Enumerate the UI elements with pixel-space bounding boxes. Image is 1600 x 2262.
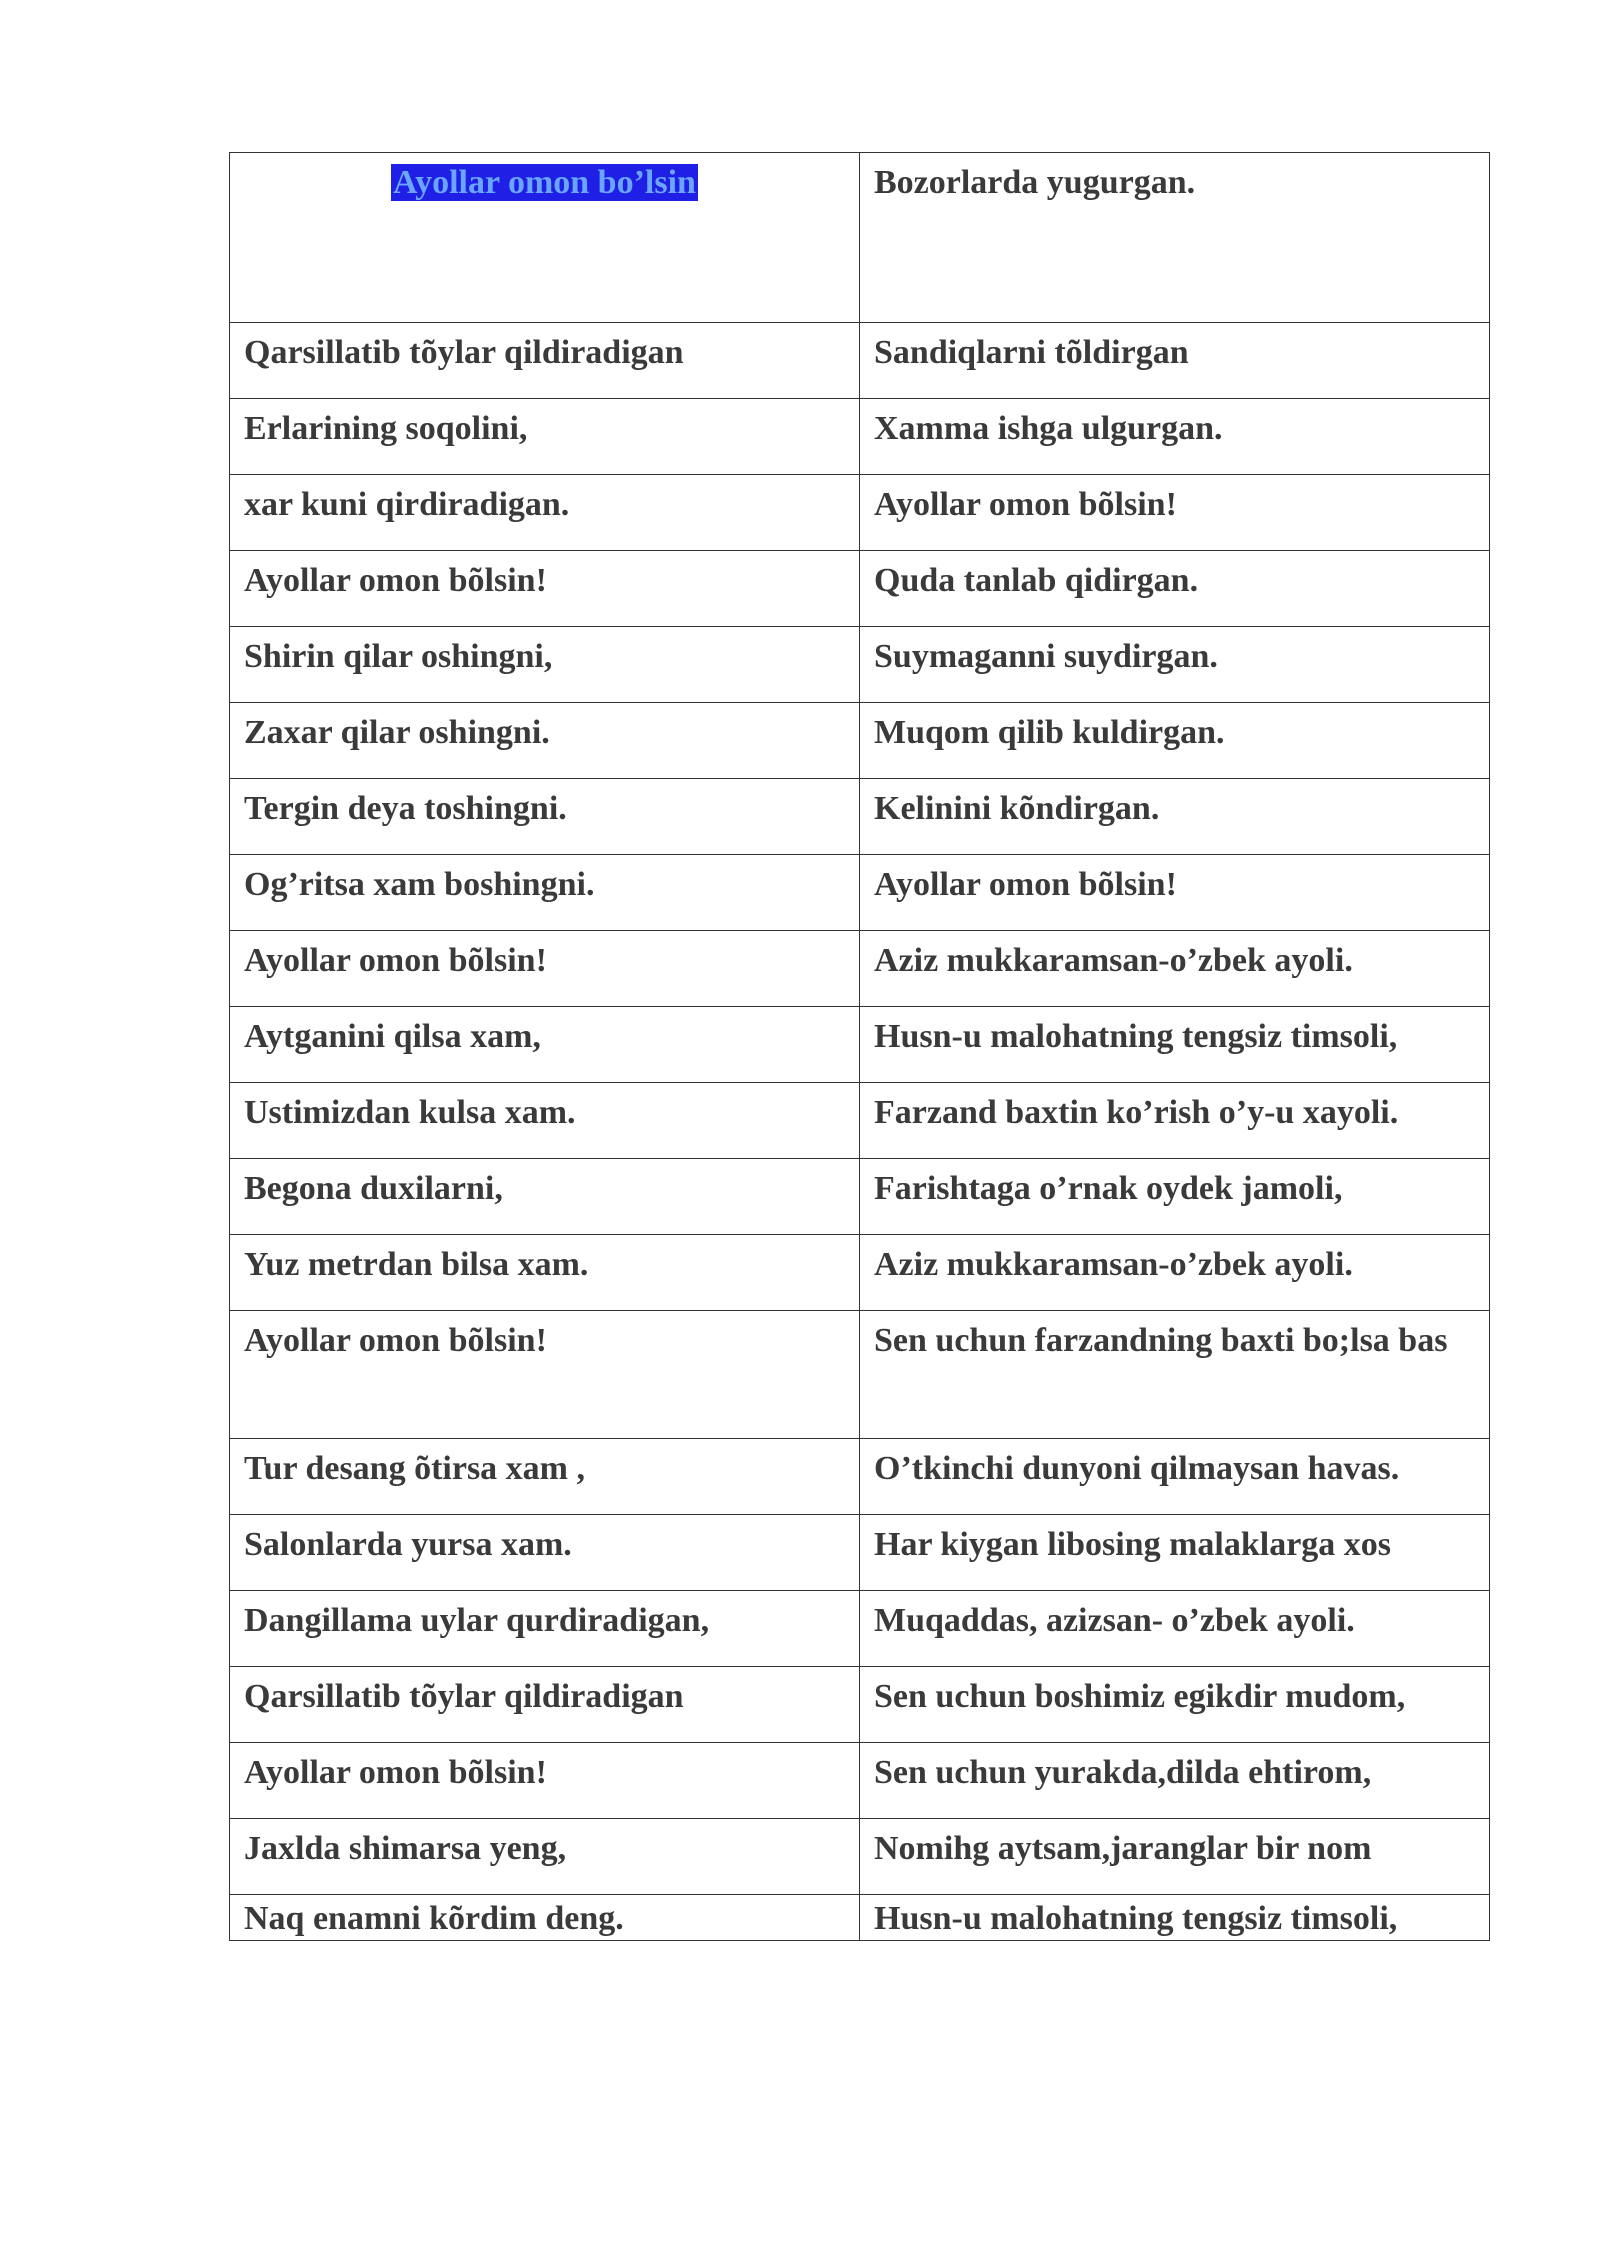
left-cell: Ayollar omon bõlsin! [230, 551, 860, 627]
right-cell: Sen uchun yurakda,dilda ehtirom, [860, 1743, 1490, 1819]
title-cell [230, 153, 860, 323]
table-row [230, 779, 1490, 855]
left-cell: Zaxar qilar oshingni. [230, 703, 860, 779]
left-cell: Tur desang õtirsa xam , [230, 1439, 860, 1515]
right-cell: Har kiygan libosing malaklarga xos [860, 1515, 1490, 1591]
right-cell: O’tkinchi dunyoni qilmaysan havas. [860, 1439, 1490, 1515]
left-cell: Ayollar omon bõlsin! [230, 1743, 860, 1819]
left-cell: Og’ritsa xam boshingni. [230, 855, 860, 931]
right-cell: Farzand baxtin ko’rish o’y-u xayoli. [860, 1083, 1490, 1159]
table-row [230, 703, 1490, 779]
table-row [230, 1311, 1490, 1439]
right-cell: Farishtaga o’rnak oydek jamoli, [860, 1159, 1490, 1235]
right-cell: Husn-u malohatning tengsiz timsoli, [860, 1007, 1490, 1083]
left-cell: Qarsillatib tõylar qildiradigan [230, 323, 860, 399]
left-cell: Ayollar omon bõlsin! [230, 931, 860, 1007]
table-row [230, 153, 1490, 323]
left-cell: Tergin deya toshingni. [230, 779, 860, 855]
left-cell: Qarsillatib tõylar qildiradigan [230, 1667, 860, 1743]
right-cell: Muqaddas, azizsan- o’zbek ayoli. [860, 1591, 1490, 1667]
table-row [230, 931, 1490, 1007]
right-cell: Aziz mukkaramsan-o’zbek ayoli. [860, 1235, 1490, 1311]
table-row [230, 1819, 1490, 1895]
left-cell: Ayollar omon bõlsin! [230, 1311, 860, 1439]
right-cell: Sen uchun boshimiz egikdir mudom, [860, 1667, 1490, 1743]
left-cell: Erlarining soqolini, [230, 399, 860, 475]
table-row [230, 1591, 1490, 1667]
left-cell: Yuz metrdan bilsa xam. [230, 1235, 860, 1311]
table-row [230, 1895, 1490, 1941]
left-cell: Shirin qilar oshingni, [230, 627, 860, 703]
table-row [230, 1743, 1490, 1819]
right-cell-highlighted: Aziz mukkaramsan-o’zbek ayoli. [860, 931, 1490, 1007]
table-row [230, 1439, 1490, 1515]
right-cell: Sandiqlarni tõldirgan [860, 323, 1490, 399]
right-cell: Sen uchun farzandning baxti bo;lsa bas [860, 1311, 1490, 1439]
table-row [230, 1667, 1490, 1743]
right-cell: Ayollar omon bõlsin! [860, 855, 1490, 931]
left-cell: Naq enamni kõrdim deng. [230, 1895, 860, 1941]
left-cell: Salonlarda yursa xam. [230, 1515, 860, 1591]
left-cell: Begona duxilarni, [230, 1159, 860, 1235]
left-cell: Dangillama uylar qurdiradigan, [230, 1591, 860, 1667]
table-row [230, 855, 1490, 931]
right-cell: Muqom qilib kuldirgan. [860, 703, 1490, 779]
left-cell: Aytganini qilsa xam, [230, 1007, 860, 1083]
right-cell: Ayollar omon bõlsin! [860, 475, 1490, 551]
left-cell: Ustimizdan kulsa xam. [230, 1083, 860, 1159]
left-cell: Jaxlda shimarsa yeng, [230, 1819, 860, 1895]
table-row [230, 551, 1490, 627]
left-cell: xar kuni qirdiradigan. [230, 475, 860, 551]
table-row [230, 1515, 1490, 1591]
table-row [230, 399, 1490, 475]
table-row [230, 627, 1490, 703]
document-title: Ayollar omon bo’lsin [393, 164, 696, 201]
table-row [230, 1007, 1490, 1083]
right-cell: Suymaganni suydirgan. [860, 627, 1490, 703]
table-row [230, 1159, 1490, 1235]
poem-table [229, 152, 1490, 1941]
table-row [230, 323, 1490, 399]
right-cell: Kelinini kõndirgan. [860, 779, 1490, 855]
right-cell: Nomihg aytsam,jaranglar bir nom [860, 1819, 1490, 1895]
right-cell: Bozorlarda yugurgan. [860, 153, 1490, 323]
table-row [230, 1083, 1490, 1159]
table-row [230, 475, 1490, 551]
right-cell: Husn-u malohatning tengsiz timsoli, [860, 1895, 1490, 1941]
table-row [230, 1235, 1490, 1311]
right-cell: Quda tanlab qidirgan. [860, 551, 1490, 627]
right-cell: Xamma ishga ulgurgan. [860, 399, 1490, 475]
